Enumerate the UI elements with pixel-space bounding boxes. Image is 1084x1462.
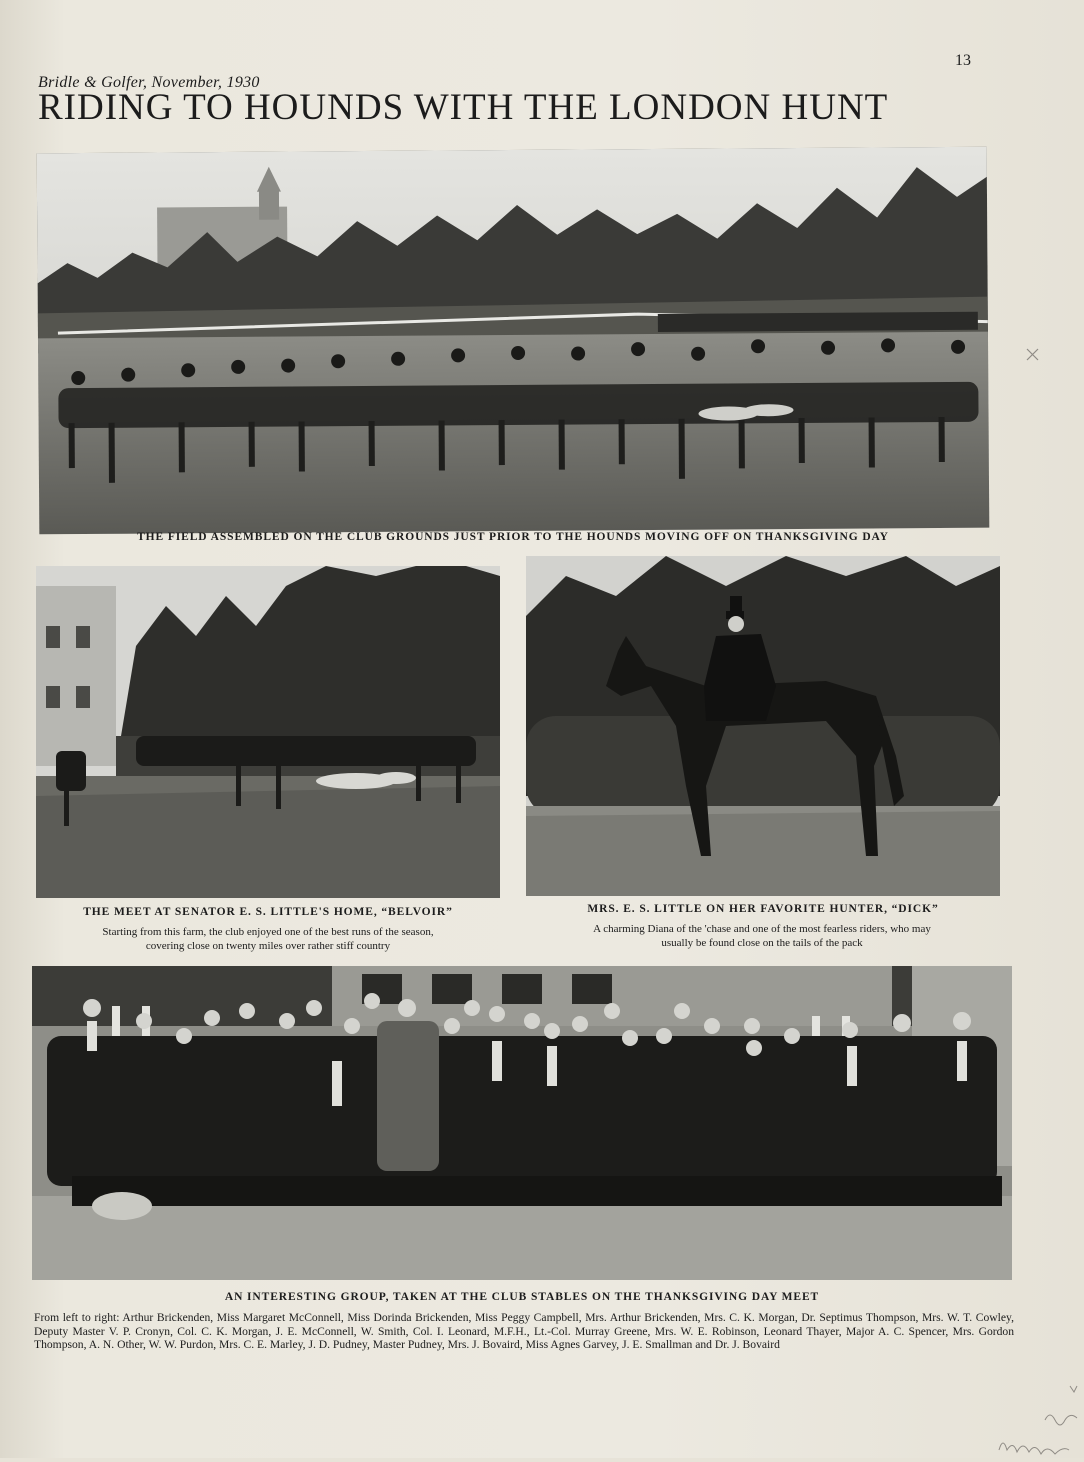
subcaption-mrs-little-1: A charming Diana of the 'chase and one of the most fearless riders, who may bbox=[593, 923, 931, 935]
photo-meet-belvoir bbox=[36, 566, 500, 898]
margin-pencil-marks bbox=[1024, 345, 1054, 365]
margin-handwriting bbox=[995, 1380, 1084, 1458]
photo-mrs-little-hunter bbox=[526, 556, 1000, 896]
caption-group-stables: AN INTERESTING GROUP, TAKEN AT THE CLUB STABLES ON THE THANKSGIVING DAY MEET bbox=[224, 1291, 820, 1303]
caption-mrs-little-hunter: MRS. E. S. LITTLE ON HER FAVORITE HUNTER, “DICK” bbox=[587, 903, 939, 915]
headline: RIDING TO HOUNDS WITH THE LONDON HUNT bbox=[38, 87, 889, 128]
subcaption-meet-belvoir-2: covering close on twenty miles over rather stiff country bbox=[145, 940, 391, 952]
subcaption-meet-belvoir-1: Starting from this farm, the club enjoyed one of the best runs of the season, bbox=[102, 926, 434, 938]
page-number: 13 bbox=[955, 52, 971, 69]
caption-meet-belvoir: THE MEET AT SENATOR E. S. LITTLE'S HOME, “BELVOIR” bbox=[83, 906, 453, 918]
caption-field-assembled: THE FIELD ASSEMBLED ON THE CLUB GROUNDS JUST PRIOR TO THE HOUNDS MOVING OFF ON THANKSGIVING DAY bbox=[137, 531, 889, 543]
photo-field-assembled bbox=[37, 147, 990, 535]
group-credits-text: From left to right: Arthur Brickenden, Miss Margaret McConnell, Miss Dorinda Brickenden, Miss Peggy Campbell, Mrs. Arthur Brickenden, Mrs. C. K. Morgan, Dr. Septimus Thompson, Mrs. W. T. Cowley, Deputy Master V. P. Cronyn, Col. C. K. Morgan, J. E. McConnell, W. Smith, Col. I. Leonard, M.F.H., Lt.-Col. Murray Greene, Mrs. W. E. Robinson, Leonard Thayer, Major A. C. Spencer, Mrs. Gordon Thompson, A. N. Other, W. W. Purdon, Mrs. C. E. Marley, J. D. Pudney, Master Pudney, Mrs. J. Bovaird, Miss Agnes Garvey, J. E. Smallman and Dr. J. Bovaird bbox=[34, 1311, 1014, 1351]
masthead: Bridle & Golfer, November, 1930 bbox=[38, 74, 260, 91]
subcaption-mrs-little-2: usually be found close on the tails of the pack bbox=[661, 937, 863, 949]
photo-group-stables bbox=[32, 966, 1012, 1280]
group-credits bbox=[34, 1311, 1014, 1352]
